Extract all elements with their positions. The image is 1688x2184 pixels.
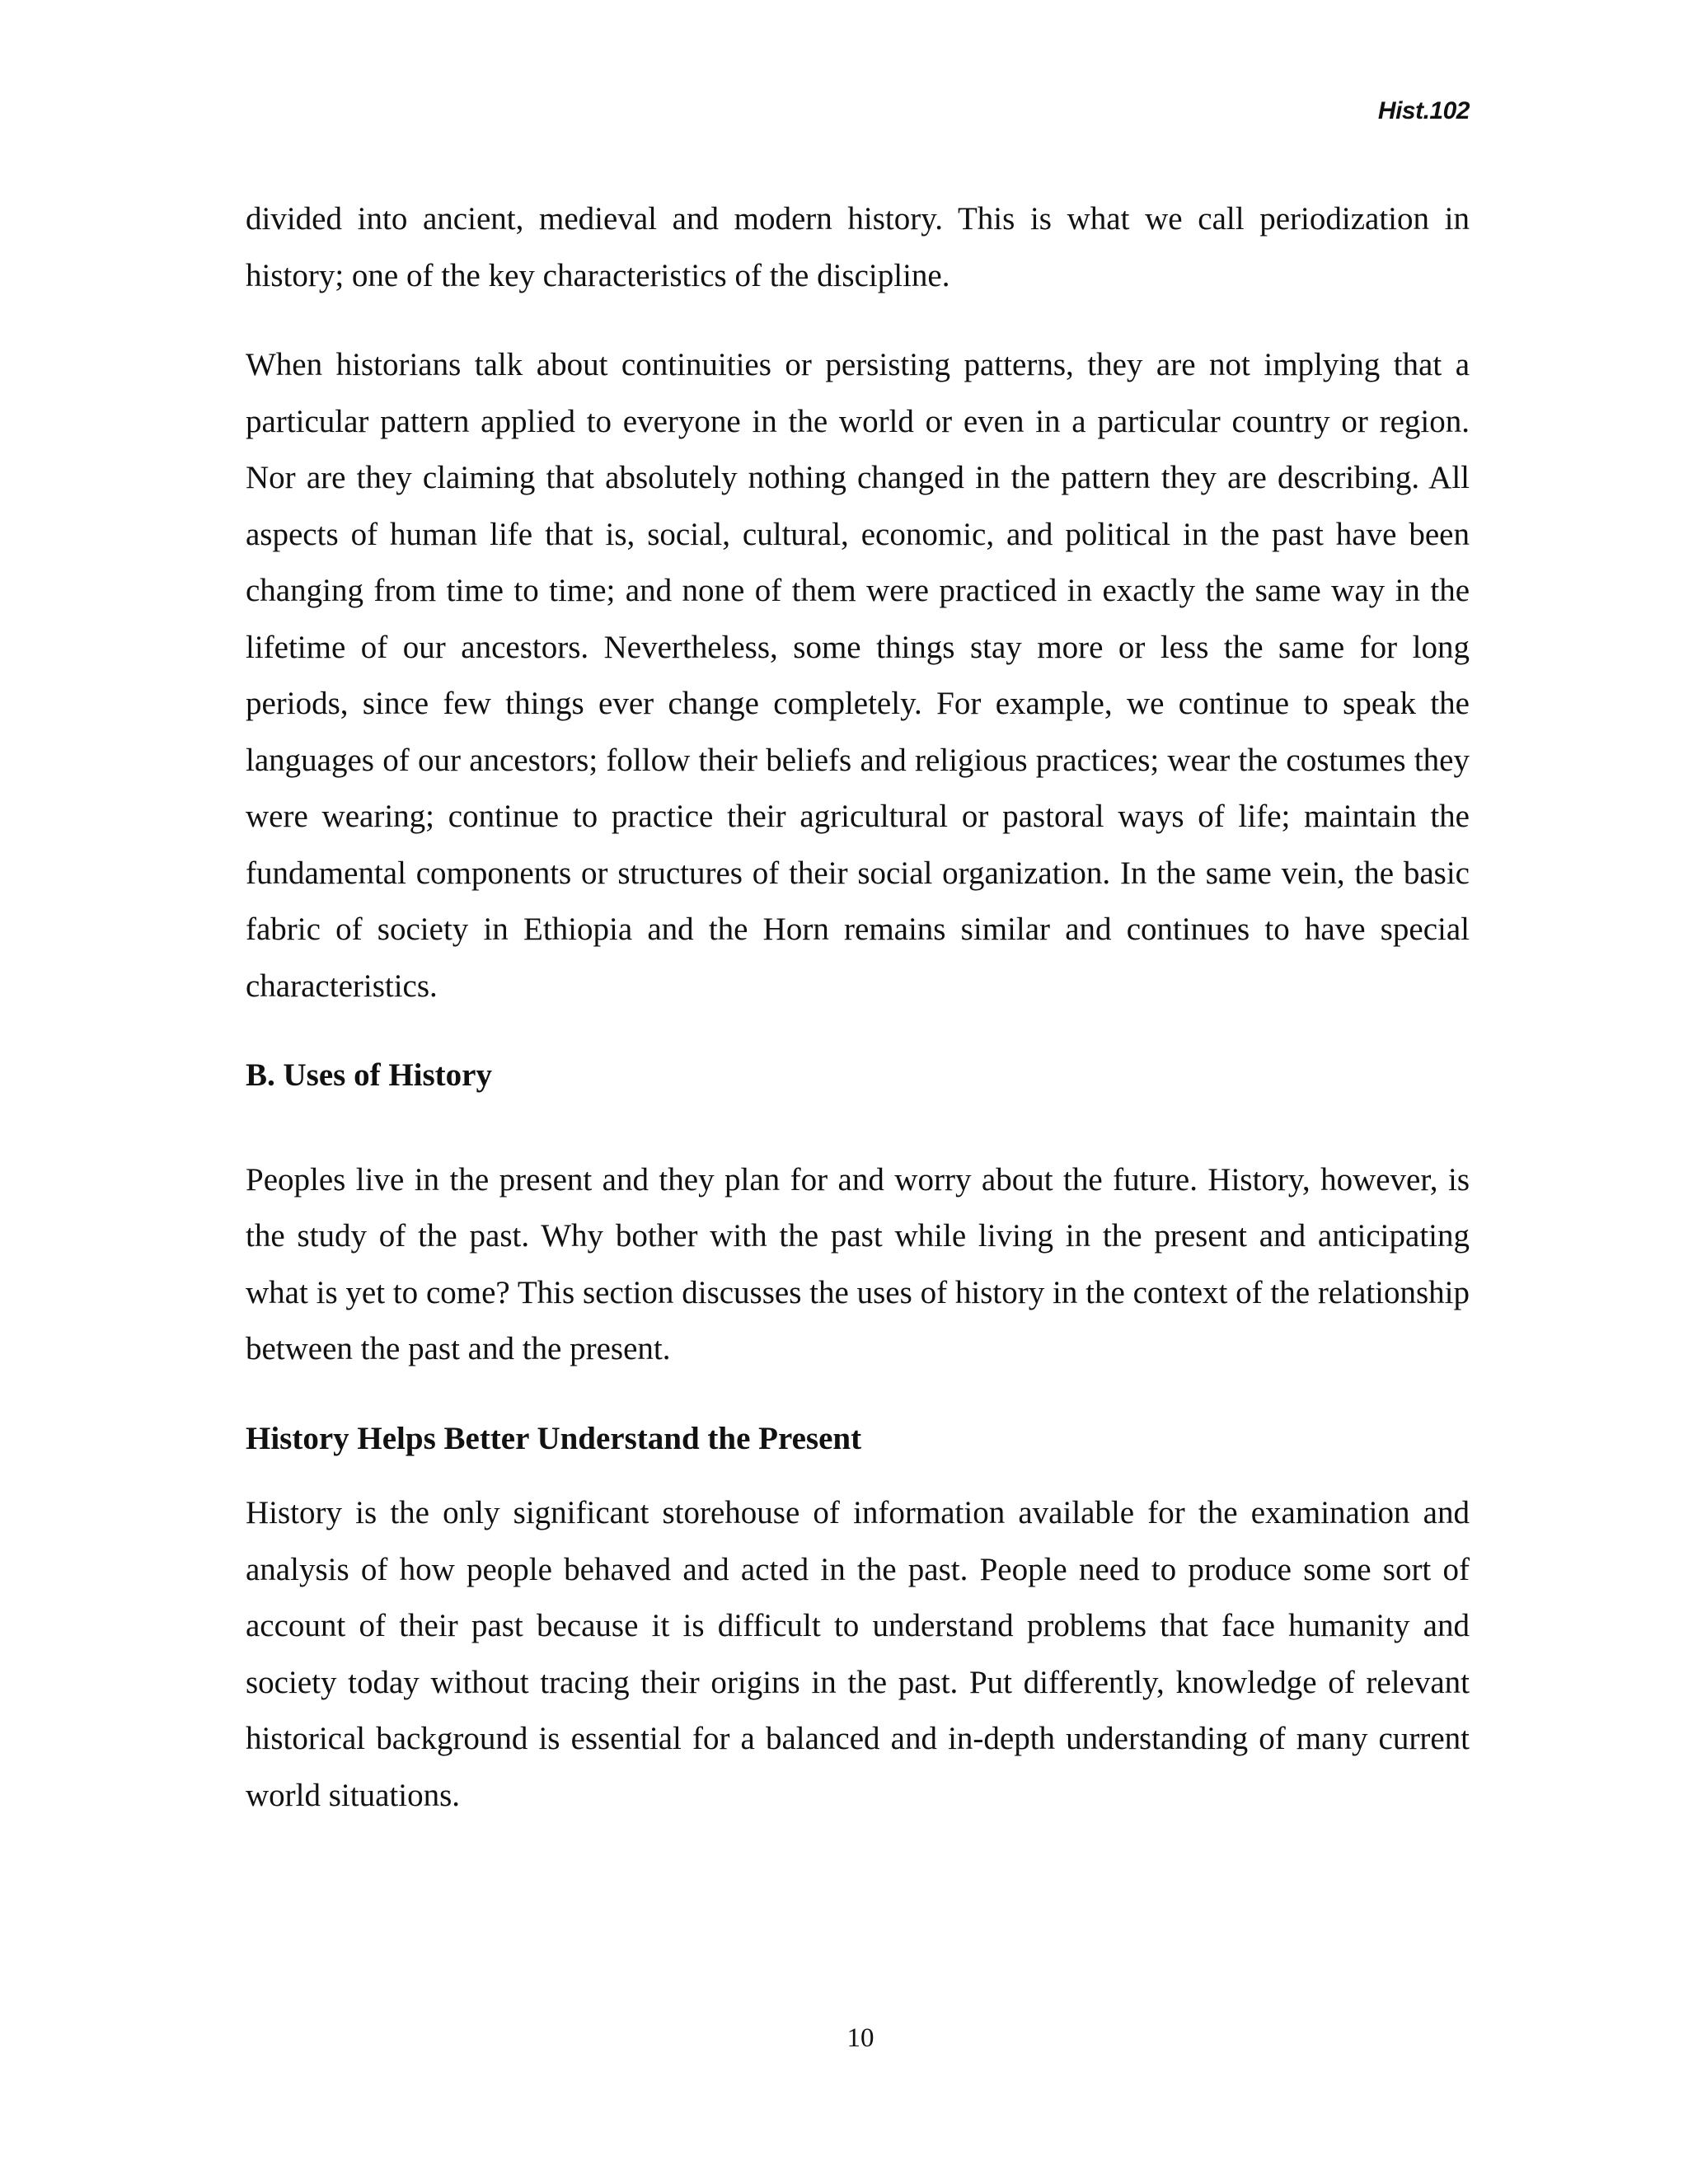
paragraph-continuities: When historians talk about continuities or persisting patterns, they are not implying that a particular pattern applied to everyone in the world or even in a particular country or region. Nor are they claiming that absolutely nothing changed in the pattern they are describing. All aspects of human life that is, social, cultural, economic, and political in the past have been changing from time to time; and none of them were practiced in exactly the same way in the lifetime of our ancestors. Nevertheless, some things stay more or less the same for long periods, since few things ever change completely. For example, we continue to speak the languages of our ancestors; follow their beliefs and religious practices; wear the costumes they were wearing; continue to practice their agricultural or pastoral ways of life; maintain the fundamental components or structures of their social organization. In the same vein, the basic fabric of society in Ethiopia and the Horn remains similar and continues to have special characteristics. <box>246 347 1470 1004</box>
page-number: 10 <box>846 2023 874 2053</box>
section-heading-uses-of-history: B. Uses of History <box>246 1057 492 1093</box>
subsection-heading-understand-present: History Helps Better Understand the Present <box>246 1420 862 1456</box>
paragraph-understand-present: History is the only significant storehouse of information available for the examination and analysis of how people behaved and acted in the past. People need to produce some sort of account of their past because it is difficult to understand problems that face humanity and society today without tracing their origins in the past. Put differently, knowledge of relevant historical background is essential for a balanced and in-depth understanding of many current world situations. <box>246 1495 1470 1813</box>
running-header-course-code: Hist.102 <box>1377 97 1470 124</box>
body-text-column <box>246 191 1470 1857</box>
paragraph-uses-intro: Peoples live in the present and they plan for and worry about the future. History, however, is the study of the past. Why bother with the past while living in the present and anticipating what is yet to come? This section discusses the uses of history in the context of the relationship between the past and the present. <box>246 1161 1470 1366</box>
paragraph-periodization: divided into ancient, medieval and modern history. This is what we call periodization in history; one of the key characteristics of the discipline. <box>246 201 1470 293</box>
